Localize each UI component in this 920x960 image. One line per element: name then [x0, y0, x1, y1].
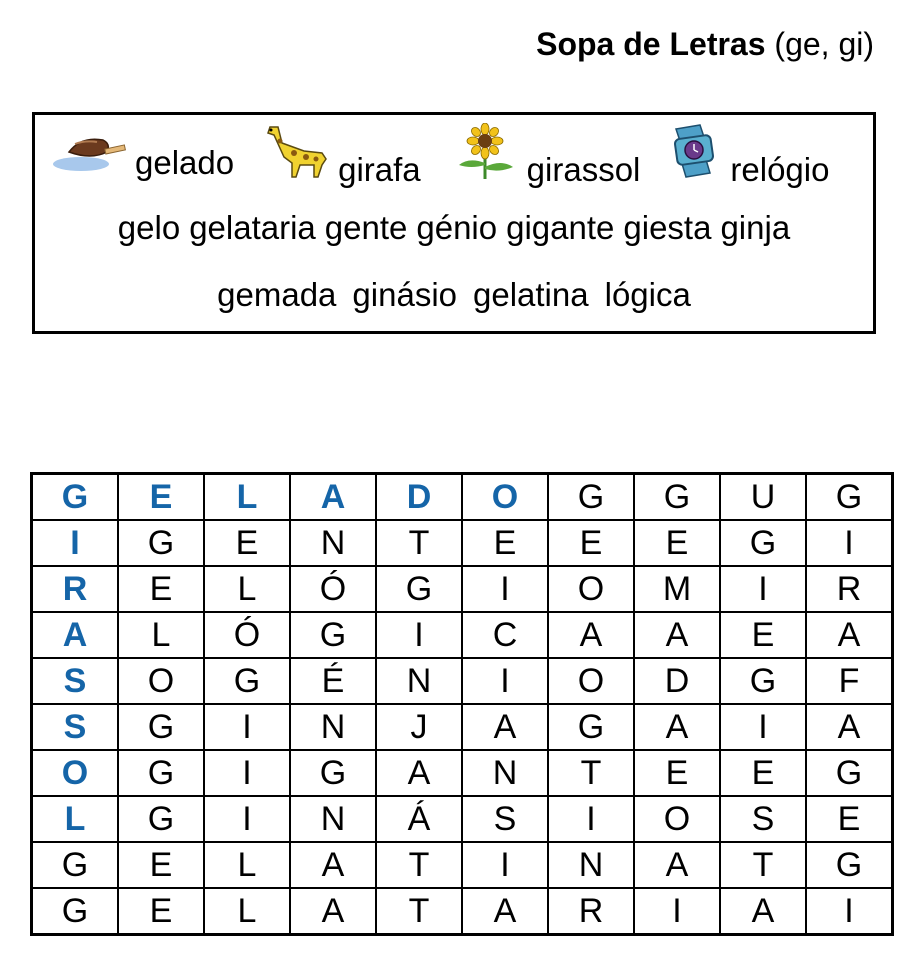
grid-cell[interactable]: G — [634, 474, 720, 521]
grid-cell[interactable]: C — [462, 612, 548, 658]
grid-cell[interactable]: G — [204, 658, 290, 704]
grid-cell[interactable]: G — [118, 520, 204, 566]
ice-cream-icon — [51, 130, 131, 182]
word-item: gelataria — [189, 209, 316, 246]
page-title — [536, 26, 874, 63]
grid-cell[interactable]: T — [376, 842, 462, 888]
grid-cell[interactable]: A — [290, 842, 376, 888]
grid-cell[interactable]: I — [720, 704, 806, 750]
grid-cell[interactable]: R — [806, 566, 893, 612]
grid-cell[interactable]: G — [806, 474, 893, 521]
grid-cell[interactable]: N — [290, 520, 376, 566]
word-item: lógica — [604, 276, 691, 313]
grid-cell[interactable]: G — [118, 750, 204, 796]
grid-cell[interactable]: U — [720, 474, 806, 521]
grid-cell[interactable]: É — [290, 658, 376, 704]
word-item: giesta — [623, 209, 712, 246]
grid-cell[interactable]: M — [634, 566, 720, 612]
grid-cell[interactable]: Á — [376, 796, 462, 842]
grid-cell[interactable]: I — [32, 520, 119, 566]
grid-cell[interactable]: T — [376, 520, 462, 566]
word-girassol: girassol — [526, 151, 641, 188]
grid-cell[interactable]: S — [32, 658, 119, 704]
grid-row — [32, 658, 893, 704]
grid-cell[interactable]: E — [118, 842, 204, 888]
grid-cell[interactable]: N — [290, 796, 376, 842]
word-item: gemada — [217, 276, 337, 313]
grid-cell[interactable]: R — [548, 888, 634, 935]
grid-cell[interactable]: E — [806, 796, 893, 842]
grid-row — [32, 796, 893, 842]
grid-cell[interactable]: A — [806, 612, 893, 658]
grid-cell[interactable]: O — [548, 658, 634, 704]
picture-word-row — [35, 121, 873, 191]
grid-cell[interactable]: I — [462, 842, 548, 888]
word-item: génio — [416, 209, 498, 246]
picture-word — [666, 123, 829, 189]
grid-cell[interactable]: A — [548, 612, 634, 658]
grid-cell[interactable]: E — [118, 888, 204, 935]
grid-cell[interactable]: G — [290, 612, 376, 658]
grid-cell[interactable]: O — [118, 658, 204, 704]
grid-cell[interactable]: I — [204, 796, 290, 842]
grid-cell[interactable]: I — [806, 520, 893, 566]
grid-cell[interactable]: L — [32, 796, 119, 842]
grid-cell[interactable]: A — [720, 888, 806, 935]
grid-cell[interactable]: I — [548, 796, 634, 842]
word-line-2 — [35, 203, 873, 253]
grid-cell[interactable]: A — [806, 704, 893, 750]
grid-cell[interactable]: G — [290, 750, 376, 796]
grid-cell[interactable]: Ó — [204, 612, 290, 658]
word-search-grid — [30, 472, 894, 936]
word-relogio: relógio — [730, 151, 830, 188]
grid-cell[interactable]: D — [634, 658, 720, 704]
grid-cell[interactable]: E — [204, 520, 290, 566]
grid-cell[interactable]: G — [548, 474, 634, 521]
grid-cell[interactable]: E — [634, 520, 720, 566]
word-gelado: gelado — [135, 144, 235, 181]
picture-word — [260, 123, 421, 189]
grid-cell[interactable]: T — [376, 888, 462, 935]
grid-cell[interactable]: S — [720, 796, 806, 842]
word-item: gigante — [506, 209, 615, 246]
grid-cell[interactable]: A — [634, 612, 720, 658]
grid-cell[interactable]: I — [462, 566, 548, 612]
grid-cell[interactable]: E — [720, 612, 806, 658]
grid-cell[interactable]: G — [548, 704, 634, 750]
grid-cell[interactable]: G — [32, 888, 119, 935]
grid-cell[interactable]: S — [32, 704, 119, 750]
grid-cell[interactable]: G — [376, 566, 462, 612]
grid-row — [32, 888, 893, 935]
grid-cell[interactable]: A — [32, 612, 119, 658]
grid-cell[interactable]: O — [634, 796, 720, 842]
grid-row — [32, 750, 893, 796]
grid-cell[interactable]: I — [634, 888, 720, 935]
grid-cell[interactable]: J — [376, 704, 462, 750]
giraffe-icon — [260, 123, 334, 189]
grid-cell[interactable]: G — [32, 474, 119, 521]
word-list-box — [32, 112, 876, 334]
grid-cell[interactable]: T — [548, 750, 634, 796]
grid-cell[interactable]: E — [118, 566, 204, 612]
grid-cell[interactable]: S — [462, 796, 548, 842]
grid-cell[interactable]: N — [290, 704, 376, 750]
grid-cell[interactable]: E — [548, 520, 634, 566]
grid-row — [32, 566, 893, 612]
grid-cell[interactable]: I — [462, 658, 548, 704]
grid-cell[interactable]: A — [376, 750, 462, 796]
grid-cell[interactable]: E — [118, 474, 204, 521]
grid-cell[interactable]: G — [720, 520, 806, 566]
grid-cell[interactable]: G — [806, 842, 893, 888]
grid-cell[interactable]: L — [204, 888, 290, 935]
word-item: gelatina — [473, 276, 589, 313]
grid-cell[interactable]: Ó — [290, 566, 376, 612]
grid-cell[interactable]: A — [462, 888, 548, 935]
picture-word — [51, 130, 234, 182]
grid-cell[interactable]: F — [806, 658, 893, 704]
word-item: gelo — [117, 209, 181, 246]
sunflower-icon — [447, 123, 523, 189]
grid-row — [32, 612, 893, 658]
picture-word — [447, 123, 641, 189]
grid-cell[interactable]: L — [204, 566, 290, 612]
grid-cell[interactable]: N — [462, 750, 548, 796]
grid-cell[interactable]: L — [204, 842, 290, 888]
grid-cell[interactable]: I — [204, 704, 290, 750]
grid-cell[interactable]: O — [462, 474, 548, 521]
grid-cell[interactable]: G — [118, 796, 204, 842]
grid-cell[interactable]: N — [376, 658, 462, 704]
grid-cell[interactable]: I — [806, 888, 893, 935]
grid-cell[interactable]: R — [32, 566, 119, 612]
grid-cell[interactable]: A — [290, 888, 376, 935]
grid-cell[interactable]: I — [720, 566, 806, 612]
grid-cell[interactable]: A — [634, 842, 720, 888]
grid-cell[interactable]: E — [720, 750, 806, 796]
grid-cell[interactable]: L — [204, 474, 290, 521]
grid-cell[interactable]: G — [720, 658, 806, 704]
grid-cell[interactable]: T — [720, 842, 806, 888]
grid-cell[interactable]: I — [376, 612, 462, 658]
grid-row — [32, 842, 893, 888]
grid-cell[interactable]: L — [118, 612, 204, 658]
word-line-3 — [35, 270, 873, 320]
grid-cell[interactable]: O — [548, 566, 634, 612]
grid-cell[interactable]: E — [462, 520, 548, 566]
grid-cell[interactable]: E — [634, 750, 720, 796]
title-main: Sopa de Letras — [536, 26, 766, 62]
grid-row — [32, 704, 893, 750]
grid-cell[interactable]: G — [32, 842, 119, 888]
title-sub: (ge, gi) — [765, 26, 874, 62]
grid-cell[interactable]: G — [806, 750, 893, 796]
grid-cell[interactable]: N — [548, 842, 634, 888]
watch-icon — [666, 123, 726, 189]
grid-row — [32, 520, 893, 566]
grid-cell[interactable]: G — [118, 704, 204, 750]
word-item: ginja — [720, 209, 791, 246]
grid-cell[interactable]: A — [290, 474, 376, 521]
word-girafa: girafa — [338, 151, 421, 188]
word-item: ginásio — [352, 276, 457, 313]
grid-cell[interactable]: A — [634, 704, 720, 750]
word-item: gente — [324, 209, 408, 246]
grid-cell[interactable]: D — [376, 474, 462, 521]
grid-cell[interactable]: A — [462, 704, 548, 750]
grid-cell[interactable]: O — [32, 750, 119, 796]
grid-cell[interactable]: I — [204, 750, 290, 796]
grid-row — [32, 474, 893, 521]
